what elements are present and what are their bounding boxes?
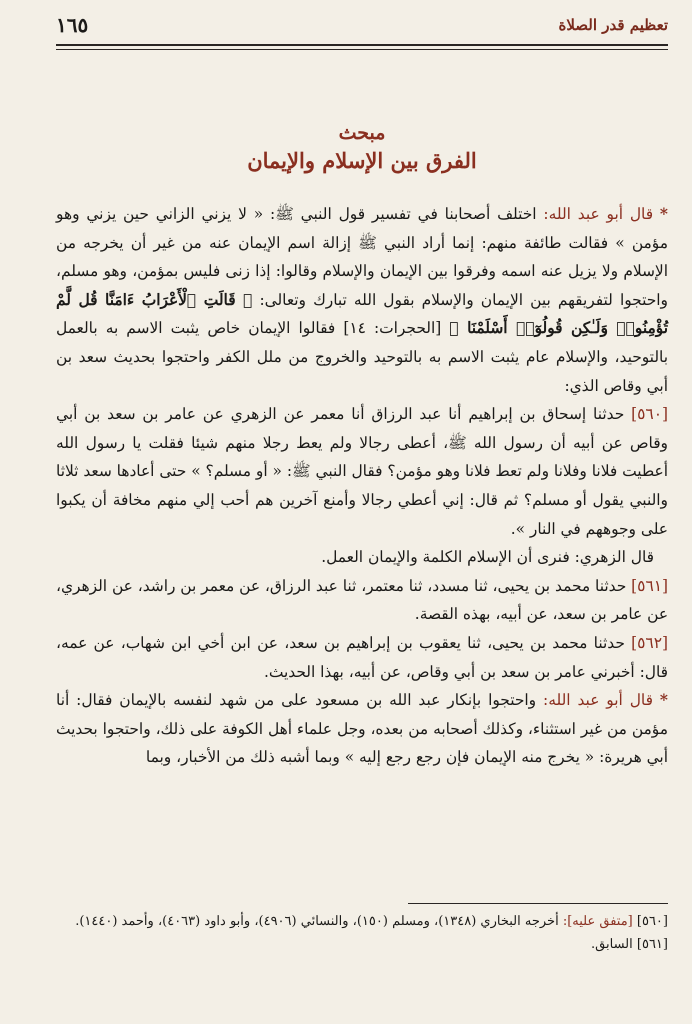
star-marker: * bbox=[659, 205, 668, 223]
footnote-561 bbox=[56, 933, 668, 956]
footnote-560 bbox=[56, 910, 668, 933]
hadith-560 bbox=[56, 400, 668, 543]
star-marker: * bbox=[659, 691, 668, 710]
paragraph-text: اختلف أصحابنا في تفسير قول النبي ﷺ: « لا يزني الزاني حين يزني وهو مؤمن » فقالت طائفة منهم: إنما أراد النبي ﷺ إزالة اسم الإيمان عنه من غير أن يخرجه من الإسلام ولا يزيل عنه اسمه وفرقوا بين الإيمان والإسلام وقالوا: إذا زنى فليس بمؤمن، وهو مسلم، واحتجوا لتفريقهم بين الإيمان والإسلام بقول الله تبارك وتعالى: bbox=[56, 205, 668, 309]
intro-paragraph bbox=[56, 200, 668, 400]
hadith-number: [٥٦٢] bbox=[631, 633, 668, 652]
footnote-number: [٥٦١] bbox=[636, 937, 668, 952]
running-header bbox=[56, 6, 668, 44]
page-number: ١٦٥ bbox=[56, 13, 89, 37]
verse-reference: [الحجرات: ١٤] bbox=[343, 319, 442, 338]
zuhri-comment: قال الزهري: فنرى أن الإسلام الكلمة والإيمان العمل. bbox=[321, 548, 654, 567]
hadith-text: حدثنا محمد بن يحيى، ثنا يعقوب بن إبراهيم بن سعد، عن ابن أخي ابن شهاب، عن عمه، قال: أخبرني عامر بن سعد بن أبي وقاص، عن أبيه، بهذا الحديث. bbox=[56, 633, 668, 681]
section-title: الفرق بين الإسلام والإيمان bbox=[247, 148, 477, 173]
hadith-text: حدثنا إسحاق بن إبراهيم أنا عبد الرزاق أنا معمر عن الزهري عن عامر بن سعد بن أبي وقاص عن أبيه أن رسول الله ﷺ، أعطى رجالا ولم يعط رجلا منهم شيئا فقلت يا رسول الله أعطيت فلانا وفلانا ولم تعط فلانا وهو مؤمن؟ فقال النبي ﷺ: « أو مسلم؟ » حتى أعادها سعد ثلاثا والنبي يقول أو مسلم؟ ثم قال: إني أعطي رجالا وأمنع آخرين هم أحب إلي منهم مخافة أن يكبوا على وجوههم في النار ». bbox=[56, 405, 668, 538]
hadith-562 bbox=[56, 629, 668, 686]
footnote-text: السابق. bbox=[591, 937, 633, 952]
quran-verse: ﴿ قَالَتِ ٱلْأَعْرَابُ ءَامَنَّا قُل لَّمْ تُؤْمِنُوا۟ وَلَـٰكِن قُولُوٓا۟ أَسْلَمْنَا ﴾ bbox=[56, 290, 668, 338]
main-text bbox=[56, 200, 668, 772]
hadith-text: حدثنا محمد بن يحيى، ثنا مسدد، ثنا معتمر، ثنا عبد الرزاق، عن معمر بن راشد، عن الزهري، عن عامر بن سعد، عن أبيه، بهذه القصة. bbox=[55, 576, 668, 624]
paragraph-text: واحتجوا بإنكار عبد الله بن مسعود على من شهد لنفسه بالإيمان فقال: أنا مؤمن من غير استثناء، وكذلك أصحابه من بعده، وجل علماء أهل الكوفة على ذلك، واحتجوا بحديث أبي هريرة: « يخرج منه الإيمان فإن رجع رجع إليه » وبما أشبه ذلك من الأخبار، وبما bbox=[56, 691, 668, 767]
footnote-separator bbox=[408, 903, 668, 904]
footnote-grade: [متفق عليه]: bbox=[562, 914, 633, 929]
header-rule bbox=[56, 44, 668, 50]
footnote-number: [٥٦٠] bbox=[636, 914, 668, 929]
hadith-561 bbox=[56, 572, 668, 629]
footnotes bbox=[56, 910, 668, 956]
hadith-number: [٥٦٠] bbox=[631, 405, 668, 424]
paragraph-text: فقالوا الإيمان خاص يثبت الاسم به بالعمل بالتوحيد، والإسلام عام يثبت الاسم به بالتوحيد والخروج من ملل الكفر واحتجوا بحديث سعد بن أبي وقاص الذي: bbox=[56, 319, 668, 395]
section-label: مبحث bbox=[338, 122, 386, 144]
speaker-label: قال أبو عبد الله: bbox=[543, 691, 653, 710]
running-title: تعظيم قدر الصلاة bbox=[558, 16, 668, 34]
speaker-label: قال أبو عبد الله: bbox=[543, 205, 654, 223]
section-heading bbox=[56, 120, 668, 176]
footnote-text: أخرجه البخاري (١٣٤٨)، ومسلم (١٥٠)، والنسائي (٤٩٠٦)، وأبو داود (٤٠٦٣)، وأحمد (١٤٤٠). bbox=[75, 914, 559, 929]
hadith-number: [٥٦١] bbox=[631, 576, 668, 595]
closing-paragraph bbox=[56, 686, 668, 772]
